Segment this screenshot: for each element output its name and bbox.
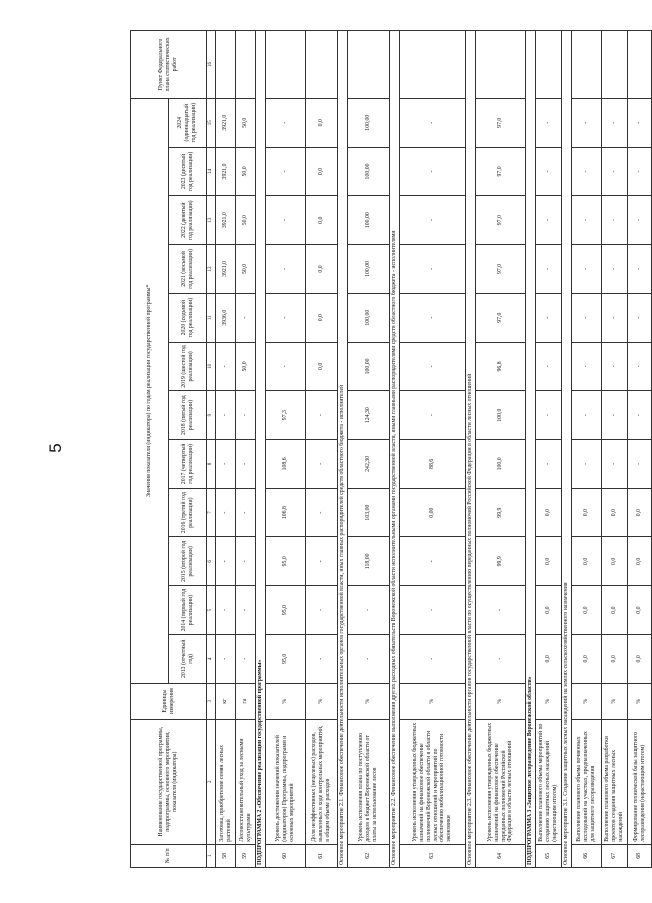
- row-value: 103,00: [348, 488, 390, 537]
- row-value: -: [306, 537, 338, 586]
- row-indicator-name: Выполнение планового объема разработки проектов создания защитных лесных насаждений: [602, 719, 628, 844]
- row-value: -: [536, 391, 562, 440]
- row-value: 97,0: [476, 98, 526, 147]
- section-title: ПОДПРОГРАММА 3 «Защитное лесоразведение Воронежской области»: [526, 31, 536, 868]
- row-federal: [236, 31, 256, 99]
- row-value: 95,0: [266, 634, 306, 683]
- header-index: 8: [207, 440, 216, 489]
- row-indicator-name: Уровень исполнения плана по поступлению доходов в бюджет Воронежской области от платы за использование лесов: [348, 719, 390, 844]
- row-value: -: [266, 147, 306, 196]
- row-value: -: [266, 293, 306, 342]
- row-indicator-name: Формирование технической базы защитного лесоразведения (нарастающим итогом): [628, 719, 652, 844]
- row-number: 59: [236, 844, 256, 867]
- section-title: Основное мероприятие 3.1. Создание защитных лесных насаждений на землях сельскохозяйственного назначения: [562, 31, 572, 868]
- table-row: [476, 31, 526, 868]
- row-value: 0,0: [536, 537, 562, 586]
- row-value: 0,0: [536, 488, 562, 537]
- rotated-table-container: [130, 30, 646, 868]
- row-value: 108,6: [266, 440, 306, 489]
- row-value: 50,0: [236, 98, 256, 147]
- row-value: -: [266, 196, 306, 245]
- row-value: 0,0: [572, 488, 602, 537]
- row-value: 100,0: [476, 391, 526, 440]
- row-value: 0,00: [400, 488, 466, 537]
- row-value: 95,0: [266, 586, 306, 635]
- row-value: -: [572, 98, 602, 147]
- header-index: 6: [207, 537, 216, 586]
- row-value: 97,3: [266, 391, 306, 440]
- table-row: [348, 31, 390, 868]
- header-index: 5: [207, 586, 216, 635]
- header-index: 7: [207, 488, 216, 537]
- row-value: -: [266, 245, 306, 294]
- row-value: 0,0: [572, 537, 602, 586]
- header-num: № п/п: [131, 844, 207, 867]
- header-year: 2014 (первый год реализации): [169, 586, 207, 635]
- table-row: [306, 31, 338, 868]
- row-value: -: [216, 586, 236, 635]
- header-year: 2023 (десятый год реализации): [169, 147, 207, 196]
- row-unit: га: [236, 683, 256, 719]
- row-value: 3921,0: [216, 245, 236, 294]
- indicators-table: [130, 30, 652, 868]
- row-federal: [266, 31, 306, 99]
- row-value: -: [266, 342, 306, 391]
- row-value: 0,0: [628, 488, 652, 537]
- table-row: [266, 31, 306, 868]
- row-value: 3921,0: [216, 98, 236, 147]
- header-index: 12: [207, 245, 216, 294]
- row-number: 63: [400, 844, 466, 867]
- row-value: -: [216, 488, 236, 537]
- row-number: 67: [602, 844, 628, 867]
- row-value: 0,0: [306, 98, 338, 147]
- row-value: -: [628, 196, 652, 245]
- row-value: -: [572, 440, 602, 489]
- header-index-row: [207, 31, 216, 868]
- table-row: [572, 31, 602, 868]
- row-value: -: [400, 245, 466, 294]
- row-unit: %: [602, 683, 628, 719]
- row-federal: [536, 31, 562, 99]
- row-value: 106,8: [266, 488, 306, 537]
- row-value: -: [306, 440, 338, 489]
- row-value: -: [536, 342, 562, 391]
- row-value: 0,0: [572, 634, 602, 683]
- row-value: 50,0: [236, 342, 256, 391]
- row-value: -: [602, 293, 628, 342]
- section-title: ПОДПРОГРАММА 2 «Обеспечение реализации государственной программы»: [256, 31, 266, 868]
- row-value: -: [536, 98, 562, 147]
- row-value: -: [400, 391, 466, 440]
- header-unit: Единицы измерения: [131, 683, 207, 719]
- row-value: 96,8: [476, 342, 526, 391]
- row-value: -: [628, 440, 652, 489]
- row-value: 0,0: [306, 245, 338, 294]
- row-value: -: [572, 293, 602, 342]
- row-value: 100,00: [348, 196, 390, 245]
- row-value: -: [306, 391, 338, 440]
- header-year: 2021 (восьмой год реализации): [169, 245, 207, 294]
- row-value: -: [216, 537, 236, 586]
- row-value: -: [216, 391, 236, 440]
- row-federal: [628, 31, 652, 99]
- row-value: 0,0: [306, 342, 338, 391]
- row-value: 100,00: [348, 98, 390, 147]
- row-value: 0,0: [628, 634, 652, 683]
- row-number: 65: [536, 844, 562, 867]
- header-index: 4: [207, 634, 216, 683]
- row-unit: %: [400, 683, 466, 719]
- row-unit: %: [306, 683, 338, 719]
- row-value: -: [628, 245, 652, 294]
- row-federal: [306, 31, 338, 99]
- header-index: 9: [207, 391, 216, 440]
- section-row: [338, 31, 348, 868]
- row-unit: %: [476, 683, 526, 719]
- row-value: 97,0: [476, 196, 526, 245]
- row-unit: %: [348, 683, 390, 719]
- header-year: 2019 (шестой год реализации): [169, 342, 207, 391]
- section-row: [562, 31, 572, 868]
- row-value: -: [216, 440, 236, 489]
- header-year: 2013 (отчетный год): [169, 634, 207, 683]
- section-row: [256, 31, 266, 868]
- row-number: 66: [572, 844, 602, 867]
- row-number: 61: [306, 844, 338, 867]
- row-unit: %: [536, 683, 562, 719]
- row-value: -: [400, 537, 466, 586]
- row-value: 99,9: [476, 537, 526, 586]
- header-year: 2018 (пятый год реализации): [169, 391, 207, 440]
- row-value: -: [602, 245, 628, 294]
- row-value: 50,0: [236, 245, 256, 294]
- row-value: -: [536, 196, 562, 245]
- row-unit: %: [572, 683, 602, 719]
- row-value: -: [236, 586, 256, 635]
- row-value: 97,0: [476, 245, 526, 294]
- section-title: Основное мероприятие 2.1. Финансовое обеспечение деятельности исполнительных органов государственной власти, иных главных распорядителей средств областного бюджета - исполнителей: [338, 31, 348, 868]
- row-value: -: [266, 98, 306, 147]
- row-value: -: [236, 391, 256, 440]
- header-name: Наименование государственной программы, подпрограммы, основного мероприятия, показателя (индикатора): [131, 719, 207, 844]
- section-row: [526, 31, 536, 868]
- row-value: -: [236, 293, 256, 342]
- row-value: -: [400, 293, 466, 342]
- header-index: 2: [207, 719, 216, 844]
- row-value: -: [572, 245, 602, 294]
- row-value: 100,00: [348, 342, 390, 391]
- row-value: 242,30: [348, 440, 390, 489]
- row-value: 100,0: [476, 440, 526, 489]
- row-unit: кг: [216, 683, 236, 719]
- row-value: -: [236, 488, 256, 537]
- row-number: 62: [348, 844, 390, 867]
- header-index: 15: [207, 98, 216, 147]
- table-row: [400, 31, 466, 868]
- header-index: 13: [207, 196, 216, 245]
- row-value: -: [306, 634, 338, 683]
- table-row: [602, 31, 628, 868]
- row-value: -: [400, 342, 466, 391]
- header-index: 1: [207, 844, 216, 867]
- header-year: 2020 (седьмой год реализации): [169, 293, 207, 342]
- row-number: 58: [216, 844, 236, 867]
- row-value: -: [236, 537, 256, 586]
- header-index: 16: [207, 31, 216, 99]
- header-row: [131, 31, 169, 868]
- row-value: 100,00: [348, 293, 390, 342]
- row-value: -: [236, 634, 256, 683]
- row-indicator-name: Лесовосстановительный уход за лесными культурами: [236, 719, 256, 844]
- row-value: -: [536, 440, 562, 489]
- row-number: 60: [266, 844, 306, 867]
- header-year: 2015 (второй год реализации): [169, 537, 207, 586]
- section-row: [390, 31, 400, 868]
- row-indicator-name: Уровень исполнения утвержденных бюджетных назначений на финансовое обеспечение переданных полномочий Российской Федерации в области лесных отношений: [476, 719, 526, 844]
- row-value: 3921,0: [216, 147, 236, 196]
- header-index: 10: [207, 342, 216, 391]
- row-federal: [476, 31, 526, 99]
- row-value: 100,00: [348, 245, 390, 294]
- row-value: -: [602, 440, 628, 489]
- row-value: -: [236, 440, 256, 489]
- row-federal: [572, 31, 602, 99]
- row-value: -: [602, 196, 628, 245]
- row-value: -: [536, 245, 562, 294]
- row-value: 3921,0: [216, 196, 236, 245]
- header-year: 2016 (третий год реализации): [169, 488, 207, 537]
- row-indicator-name: Уровень исполнения утвержденных бюджетных назначений на финансовое обеспечение полномочий Воронежской области в области лесных отношений и мероприятий по обеспечению мобилизационной готовности экономики: [400, 719, 466, 844]
- row-indicator-name: Выполнение планового объема мероприятий по созданию защитных лесных насаждений (нарастающим итогом): [536, 719, 562, 844]
- header-year: 2024 (одиннадцатый год реализации): [169, 98, 207, 147]
- row-value: -: [476, 586, 526, 635]
- row-value: 0,0: [602, 586, 628, 635]
- row-value: -: [628, 98, 652, 147]
- row-value: 97,0: [476, 293, 526, 342]
- row-value: -: [602, 98, 628, 147]
- row-value: 0,0: [572, 586, 602, 635]
- row-value: -: [536, 147, 562, 196]
- header-index: 14: [207, 147, 216, 196]
- row-value: -: [306, 586, 338, 635]
- row-value: -: [348, 634, 390, 683]
- row-value: -: [476, 634, 526, 683]
- row-indicator-name: Уровень достижения значений показателей (индикаторов) Программы, подпрограмм и основных мероприятий: [266, 719, 306, 844]
- row-value: 95,0: [266, 537, 306, 586]
- row-value: 97,0: [476, 147, 526, 196]
- row-indicator-name: Заготовка, приобретение семян лесных растений: [216, 719, 236, 844]
- row-unit: %: [266, 683, 306, 719]
- row-value: 124,30: [348, 391, 390, 440]
- row-value: -: [572, 147, 602, 196]
- row-value: 50,0: [236, 147, 256, 196]
- row-value: 0,0: [602, 537, 628, 586]
- header-federal: Пункт Федерального плана статистических работ: [131, 31, 207, 99]
- header-year: 2022 (девятый год реализации): [169, 196, 207, 245]
- row-value: -: [400, 98, 466, 147]
- row-value: -: [400, 147, 466, 196]
- row-value: -: [348, 586, 390, 635]
- row-number: 68: [628, 844, 652, 867]
- row-value: 0,0: [536, 586, 562, 635]
- row-value: -: [572, 196, 602, 245]
- table-row: [628, 31, 652, 868]
- row-value: 3936,0: [216, 293, 236, 342]
- header-index: 11: [207, 293, 216, 342]
- row-value: -: [572, 391, 602, 440]
- row-value: 0,0: [536, 634, 562, 683]
- table-row: [536, 31, 562, 868]
- row-federal: [602, 31, 628, 99]
- row-federal: [400, 31, 466, 99]
- row-value: -: [400, 586, 466, 635]
- row-value: -: [536, 293, 562, 342]
- row-value: 0,0: [628, 537, 652, 586]
- row-value: 50,0: [236, 196, 256, 245]
- row-indicator-name: Выполнение планового объема почвенных исследований на участках, предназначенных для защитного лесоразведения: [572, 719, 602, 844]
- row-value: -: [628, 293, 652, 342]
- row-number: 64: [476, 844, 526, 867]
- section-row: [466, 31, 476, 868]
- row-value: 100,00: [348, 147, 390, 196]
- row-value: 0,0: [306, 147, 338, 196]
- row-value: 0,0: [306, 196, 338, 245]
- row-value: -: [216, 634, 236, 683]
- row-value: 0,0: [306, 293, 338, 342]
- page-number: 5: [46, 443, 65, 453]
- row-value: 99,9: [476, 488, 526, 537]
- header-year: 2017 (четвертый год реализации): [169, 440, 207, 489]
- row-value: 0,0: [602, 488, 628, 537]
- row-value: -: [628, 391, 652, 440]
- row-value: -: [572, 342, 602, 391]
- row-value: -: [400, 196, 466, 245]
- row-value: 118,00: [348, 537, 390, 586]
- row-value: 0,0: [602, 634, 628, 683]
- row-value: 0,0: [628, 586, 652, 635]
- row-value: -: [216, 342, 236, 391]
- row-value: -: [602, 342, 628, 391]
- row-value: -: [628, 147, 652, 196]
- row-value: -: [306, 488, 338, 537]
- table-row: [216, 31, 236, 868]
- header-index: 3: [207, 683, 216, 719]
- row-value: -: [628, 342, 652, 391]
- section-title: Основное мероприятие 2.2. Финансовое обеспечение выполнения других расходных обязательств Воронежской области исполнительными органами государственной власти, иными главными распорядителями средств областного бюджета - исполнителями: [390, 31, 400, 868]
- row-value: 88,6: [400, 440, 466, 489]
- section-title: Основное мероприятие 2.3. Финансовое обеспечение деятельности органов государственной власти по осуществлению переданных полномочий Российской Федерации в области лесных отношений: [466, 31, 476, 868]
- row-value: -: [602, 391, 628, 440]
- row-federal: [348, 31, 390, 99]
- row-indicator-name: Доля неэффективных (нецелевых) расходов, выявленных в ходе контрольных мероприятий, в общем объеме расходов: [306, 719, 338, 844]
- header-values: Значения показателя (индикатора) по годам реализации государственной программы*: [131, 98, 169, 683]
- row-unit: %: [628, 683, 652, 719]
- row-federal: [216, 31, 236, 99]
- row-value: -: [400, 634, 466, 683]
- table-row: [236, 31, 256, 868]
- row-value: -: [602, 147, 628, 196]
